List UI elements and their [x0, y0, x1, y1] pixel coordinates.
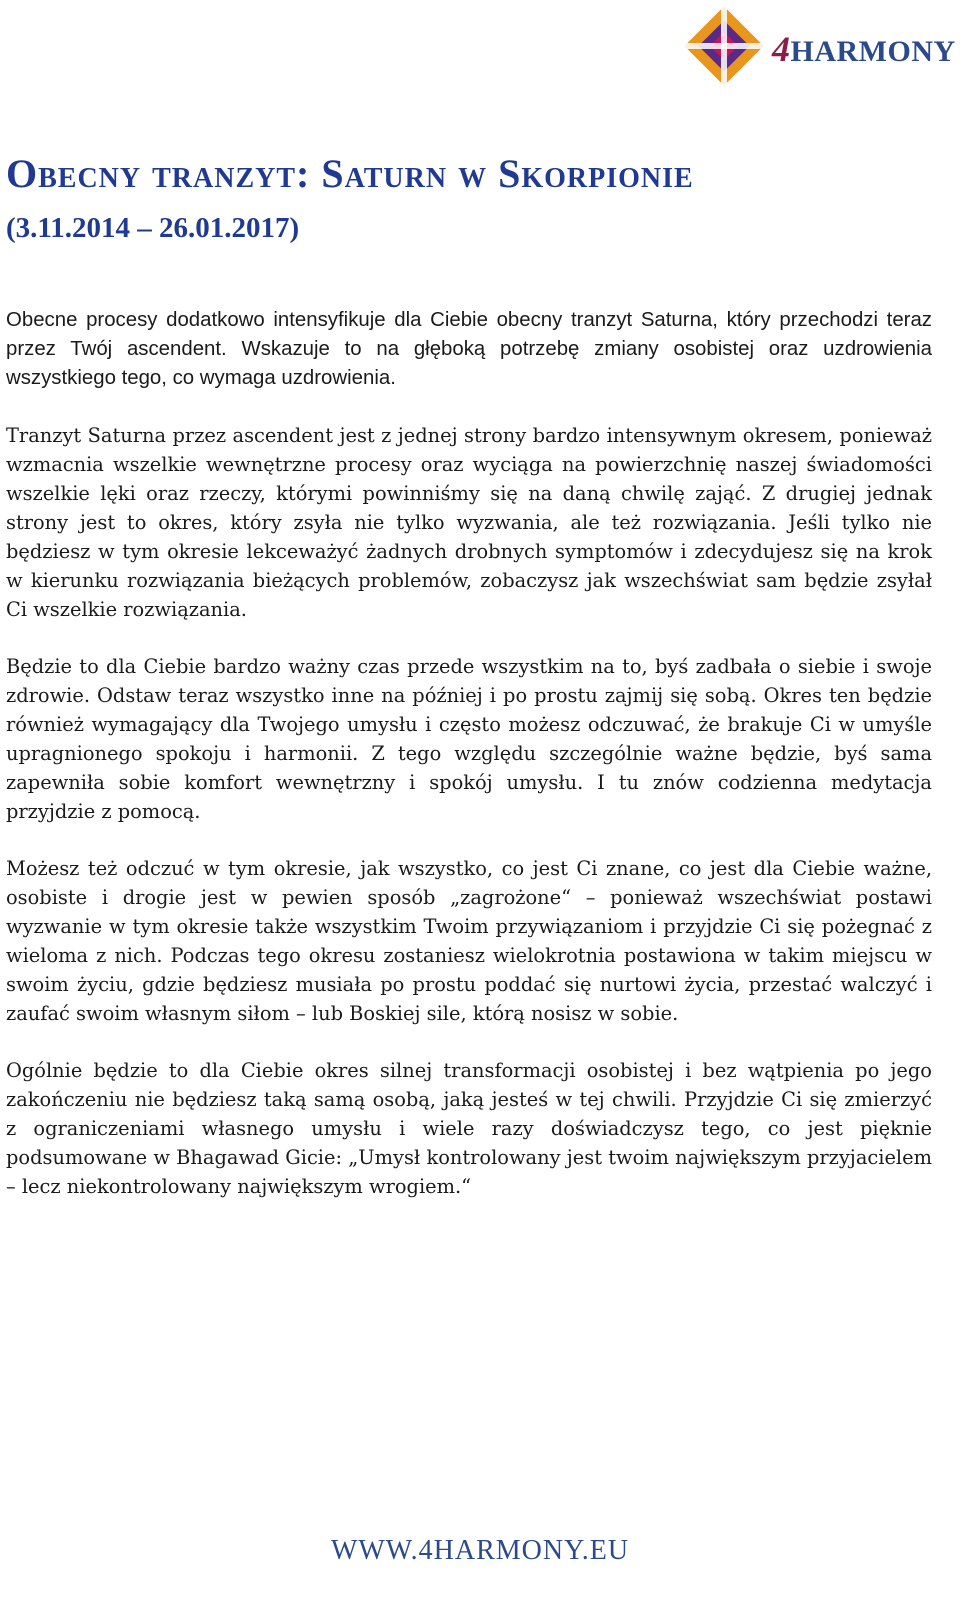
paragraph: Ogólnie będzie to dla Ciebie okres silnej transformacji osobistej i bez wątpienia po jego zakończeniu nie będziesz taką samą osobą, jaką jesteś w tej chwili. Przyjdzie Ci się zmierzyć z ograniczeniami własnego umysłu i wiele razy doświadczysz tego, co jest pięknie podsumowane w Bhagawad Gicie: „Umysł kontrolowany jest twoim największym przyjacielem – lecz niekontrolowany największym wrogiem.“ [6, 1059, 932, 1198]
paragraph: Będzie to dla Ciebie bardzo ważny czas przede wszystkim na to, byś zadbała o siebie i swoje zdrowie. Odstaw teraz wszystko inne na później i po prostu zajmij się sobą. Okres ten będzie również wymagający dla Twojego umysłu i często możesz odczuwać, że brakuje Ci w umyśle upragnionego spokoju i harmonii. Z tego względu szczególnie ważne będzie, byś sama zapewniła sobie komfort wewnętrzny i spokój umysłu. I tu znów codzienna medytacja przyjdzie z pomocą. [6, 655, 932, 823]
date-range: (3.11.2014 – 26.01.2017) [6, 212, 300, 244]
harmony-logo-mark-icon [682, 4, 766, 88]
article-body [6, 306, 932, 1229]
footer-website-link[interactable]: WWW.4HARMONY.EU [330, 1535, 630, 1566]
paragraph: Możesz też odczuć w tym okresie, jak wszystko, co jest Ci znane, co jest dla Ciebie ważne, osobiste i drogie jest w pewien sposób „zagrożone“ – ponieważ wszechświat postawi wyzwanie w tym okresie także wszystkim Twoim przywiązaniom i przyjdzie Ci się pożegnać z wieloma z nich. Podczas tego okresu zostaniesz wielokrotnia postawiona w takim miejscu w swoim życiu, gdzie będziesz musiała po prostu poddać się nurtowi życia, przestać walczyć i zaufać swoim własnym siłom – lub Boskiej sile, którą nosisz w sobie. [6, 857, 932, 1025]
page-title: Obecny tranzyt: Saturn w Skorpionie [6, 151, 694, 196]
logo-number: 4 [772, 29, 791, 69]
logo-wordmark [772, 28, 956, 70]
paragraph: Tranzyt Saturna przez ascendent jest z jednej strony bardzo intensywnym okresem, ponieważ wzmacnia wszelkie wewnętrzne procesy oraz wyciąga na powierzchnię naszej świadomości wszelkie lęki oraz rzeczy, którymi powinniśmy się na daną chwilę zająć. Z drugiej jednak strony jest to okres, który zsyła nie tylko wyzwania, ale też rozwiązania. Jeśli tylko nie będziesz w tym okresie lekceważyć żadnych drobnych symptomów i zdecydujesz się na krok w kierunku rozwiązania bieżących problemów, zobaczysz jak wszechświat sam będzie zsyłał Ci wszelkie rozwiązania. [6, 424, 932, 621]
brand-logo [682, 4, 956, 88]
paragraph: Obecne procesy dodatkowo intensyfikuje dla Ciebie obecny tranzyt Saturna, który przechodzi teraz przez Twój ascendent. Wskazuje to na głęboką potrzebę zmiany osobistej oraz uzdrowienia wszystkiego tego, co wymaga uzdrowienia. [6, 309, 932, 389]
logo-name: HARMONY [790, 35, 956, 68]
